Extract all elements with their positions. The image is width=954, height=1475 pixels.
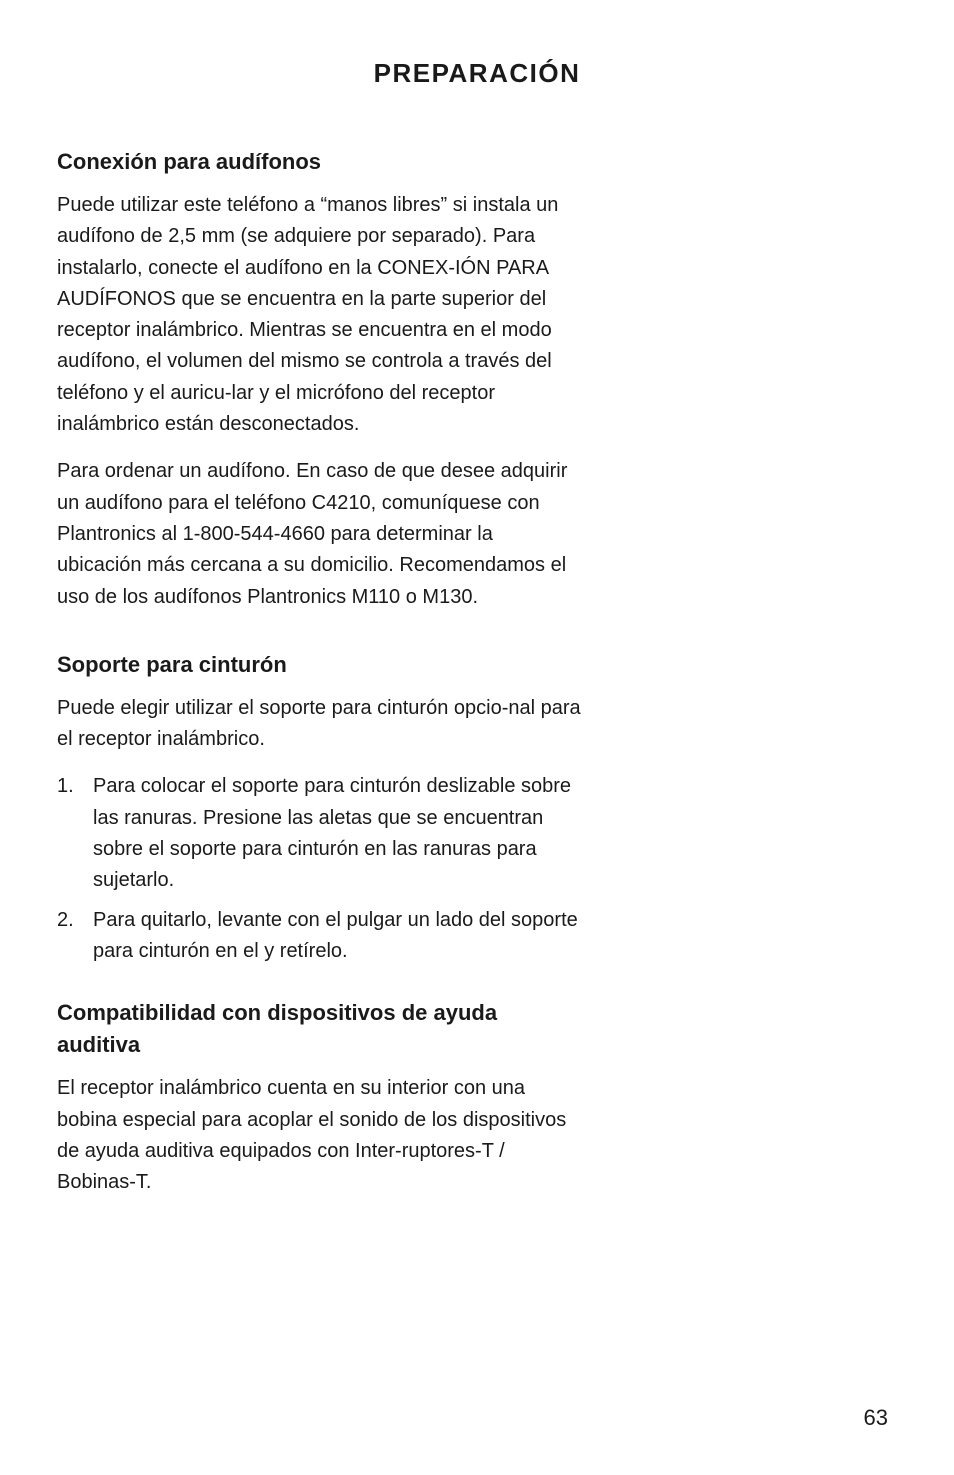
paragraph: Puede elegir utilizar el soporte para cinturón opcio-nal para el receptor inalámbrico. — [57, 696, 581, 751]
steps-list — [57, 771, 582, 967]
content-column — [57, 140, 582, 1198]
paragraph: El receptor inalámbrico cuenta en su interior con una bobina especial para acoplar el sonido de los dispositivos de ayuda auditiva equipados con Inter-ruptores-T / Bobinas-T. — [57, 1077, 567, 1194]
step-number: 2. — [57, 908, 74, 931]
section-hearing-aid-compatibility — [57, 997, 582, 1198]
page-title: PREPARACIÓN — [373, 58, 581, 88]
step-text: Para colocar el soporte para cinturón deslizable sobre las ranuras. Presione las aletas que se encuentran sobre el soporte para cinturón en las ranuras para sujetarlo. — [93, 775, 572, 892]
section-headset-connection — [57, 146, 582, 613]
step-text: Para quitarlo, levante con el pulgar un lado del soporte para cinturón en el y retírelo. — [93, 908, 578, 962]
section-belt-clip — [57, 649, 582, 967]
section-heading: Soporte para cinturón — [57, 651, 287, 677]
list-item — [57, 771, 582, 896]
step-number: 1. — [57, 775, 74, 798]
paragraph: Puede utilizar este teléfono a “manos libres” si instala un audífono de 2,5 mm (se adquiere por separado). Para instalarlo, conecte el audífono en la CONEX-IÓN PARA AUDÍFONOS que se encuentra en la parte superior del receptor inalámbrico. Mientras se encuentra en el modo audífono, el volumen del mismo se controla a través del teléfono y el auricu-lar y el micrófono del receptor inalámbrico están desconectados. — [57, 194, 559, 436]
section-heading: Conexión para audífonos — [57, 149, 322, 174]
list-item — [57, 905, 582, 968]
paragraph: Para ordenar un audífono. En caso de que desee adquirir un audífono para el teléfono C4210, comuníquese con Plantronics al 1-800-544-4660 para determinar la ubicación más cercana a su domicilio. Recomendamos el uso de los audífonos Plantronics M110 o M130. — [57, 460, 568, 608]
section-heading: Compatibilidad con dispositivos de ayuda auditiva — [57, 1000, 498, 1058]
page-number: 63 — [863, 1405, 888, 1430]
